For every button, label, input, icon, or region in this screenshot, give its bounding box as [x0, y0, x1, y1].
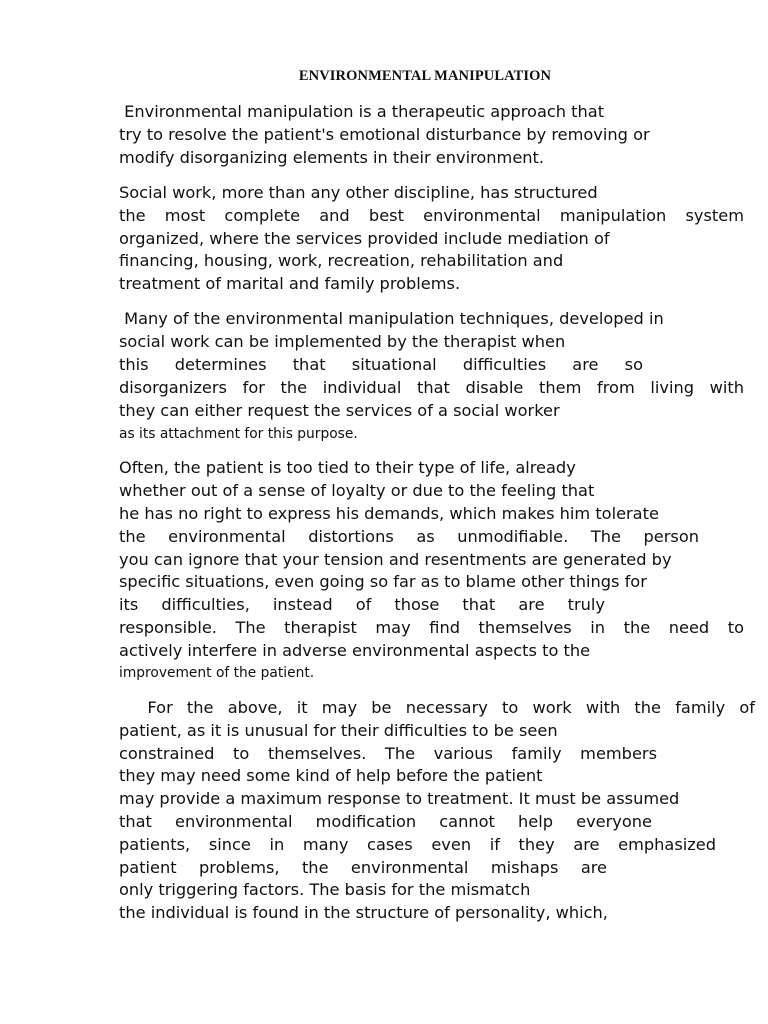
text-line: the environmental distortions as unmodifiable. The person [119, 527, 699, 546]
text-line: modify disorganizing elements in their environment. [119, 148, 545, 167]
text-line: patient, as it is unusual for their difficulties to be seen [119, 721, 558, 740]
text-line: they can either request the services of a social worker [119, 401, 560, 420]
text-line: Social work, more than any other discipline, has structured [119, 183, 598, 202]
text-line: Environmental manipulation is a therapeutic approach that [119, 102, 605, 121]
text-line: constrained to themselves. The various family members [119, 744, 657, 763]
text-line: the individual is found in the structure of personality, which, [119, 903, 608, 922]
text-line: they may need some kind of help before the patient [119, 766, 543, 785]
text-line: organized, where the services provided include mediation of [119, 229, 610, 248]
text-line: patient problems, the environmental mishaps are [119, 858, 607, 877]
text-line: For the above, it may be necessary to work with the family of [119, 698, 755, 717]
text-line: Many of the environmental manipulation techniques, developed in [119, 309, 664, 328]
text-line: financing, housing, work, recreation, rehabilitation and [119, 251, 564, 270]
text-line: responsible. The therapist may find themselves in the need to [119, 618, 744, 637]
text-line: that environmental modification cannot help everyone [119, 812, 652, 831]
text-line: as its attachment for this purpose. [119, 426, 358, 442]
text-line: treatment of marital and family problems. [119, 274, 461, 293]
text-line: social work can be implemented by the therapist when [119, 332, 566, 351]
text-line: this determines that situational difficulties are so [119, 355, 643, 374]
text-line: improvement of the patient. [119, 665, 315, 681]
text-line: only triggering factors. The basis for the mismatch [119, 880, 531, 899]
document-title: ENVIRONMENTAL MANIPULATION [298, 68, 552, 84]
text-line: its difficulties, instead of those that are truly [119, 595, 605, 614]
text-line: actively interfere in adverse environmental aspects to the [119, 641, 591, 660]
text-line: disorganizers for the individual that disable them from living with [119, 378, 744, 397]
text-line: you can ignore that your tension and resentments are generated by [119, 550, 672, 569]
text-line: the most complete and best environmental manipulation system [119, 206, 744, 225]
text-line: he has no right to express his demands, which makes him tolerate [119, 504, 659, 523]
text-line: patients, since in many cases even if they are emphasized [119, 835, 716, 854]
text-line: may provide a maximum response to treatment. It must be assumed [119, 789, 680, 808]
text-line: try to resolve the patient's emotional disturbance by removing or [119, 125, 650, 144]
text-line: whether out of a sense of loyalty or due to the feeling that [119, 481, 595, 500]
text-line: specific situations, even going so far as to blame other things for [119, 572, 647, 591]
text-line: Often, the patient is too tied to their type of life, already [119, 458, 576, 477]
